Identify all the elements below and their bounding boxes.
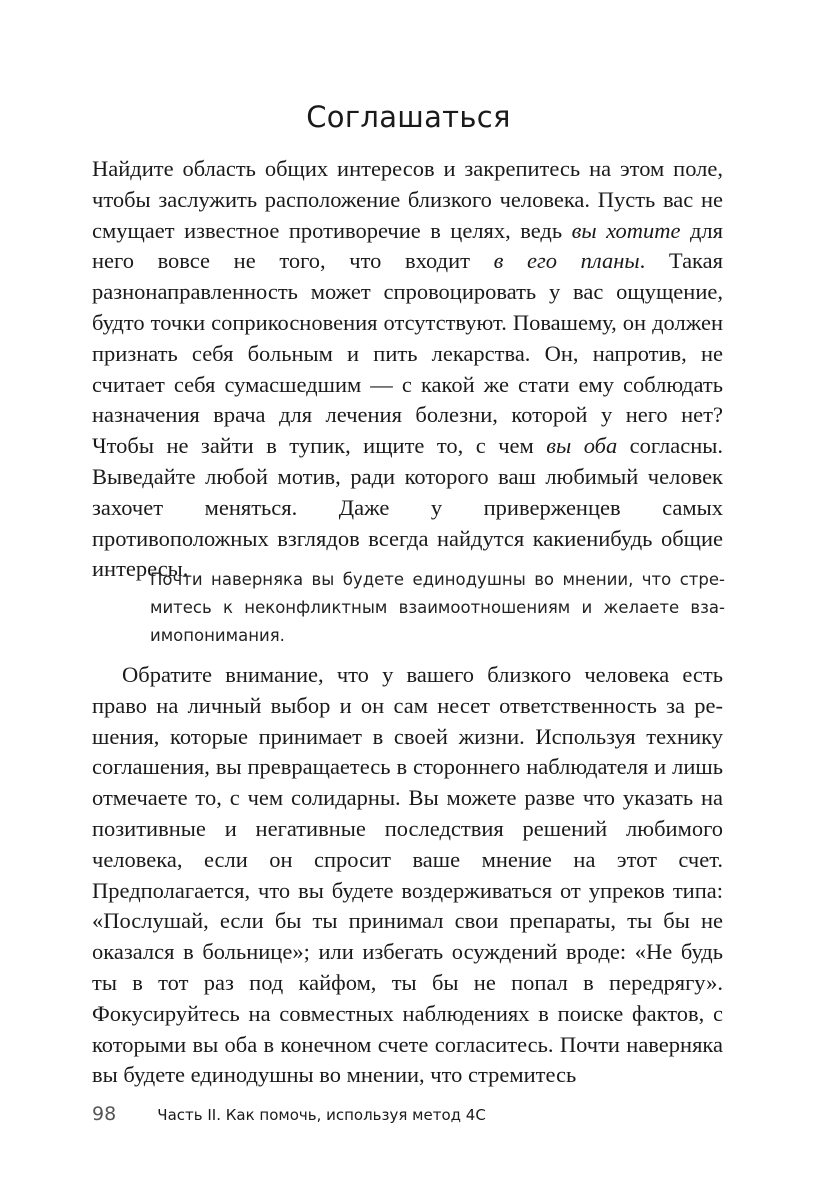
paragraph-2: Обратите внимание, что у вашего близкого человека есть право на личный выбор и он сам несет ответственность за решения, которые принимает в своей жизни. Используя технику соглашения, вы превращаетесь в стороннего наблюдателя и лишь отмечаете то, с чем солидарны. Вы можете разве что указать на позитивные и негативные последствия решений любимого человека, если он спросит ваше мнение на этот счет. Предполагается, что вы будете воздерживаться от упреков типа: «Послушай, если бы ты принимал свои препараты, ты бы не оказался в больнице»; или избегать осуждений вроде: «Не будь ты в тот раз под кайфом, ты бы не попал в передрягу». Фокусируйтесь на совместных наблюдениях в поиске фактов, с которыми вы оба в конечном счете согласитесь. Почти наверняка вы будете единодушны во мнении, что стремитесь [92,662,723,1088]
paragraph-1-text-c: . Такая разнонаправленность может спровоцировать у вас ощущение, будто точки соприкосновения отсутствуют. Повашему, он должен признать себя больным и пить лекарства. Он, напротив, не считает себя сумасшедшим — с какой же стати ему соблюдать назначения врача для лечения болезни, которой у него нет? Чтобы не зайти в тупик, ищите то, с чем [92,248,723,459]
paragraph-1-text-d: согласны. Выведайте любой мотив, ради которого ваш любимый человек захочет меняться. Даже у приверженцев самых противоположных взглядов всегда найдутся какиенибудь общие интересы. [92,433,723,582]
paragraph-1 [92,154,723,585]
page-footer [92,1103,486,1125]
paragraph-1-text-a: Найдите область общих интересов и закрепитесь на этом поле, чтобы заслужить расположение близкого человека. Пусть вас не смущает известное противоречие в целях, ведь [92,156,723,243]
page-number: 98 [92,1103,117,1125]
paragraph-1-italic-c: вы оба [546,433,618,459]
running-head: Часть II. Как помочь, используя метод 4С [157,1106,486,1124]
paragraph-1-italic-a: вы хотите [571,217,681,243]
pull-quote: Почти наверняка вы будете единодушны во мнении, что стремитесь к неконфликтным взаимоотношениям и желаете взаимопонимания. [150,570,725,645]
paragraph-1-italic-b: в его планы [493,248,640,274]
paragraph-1-text-b: для него вовсе не того, что входит [92,217,723,274]
section-heading: Соглашаться [306,100,511,134]
